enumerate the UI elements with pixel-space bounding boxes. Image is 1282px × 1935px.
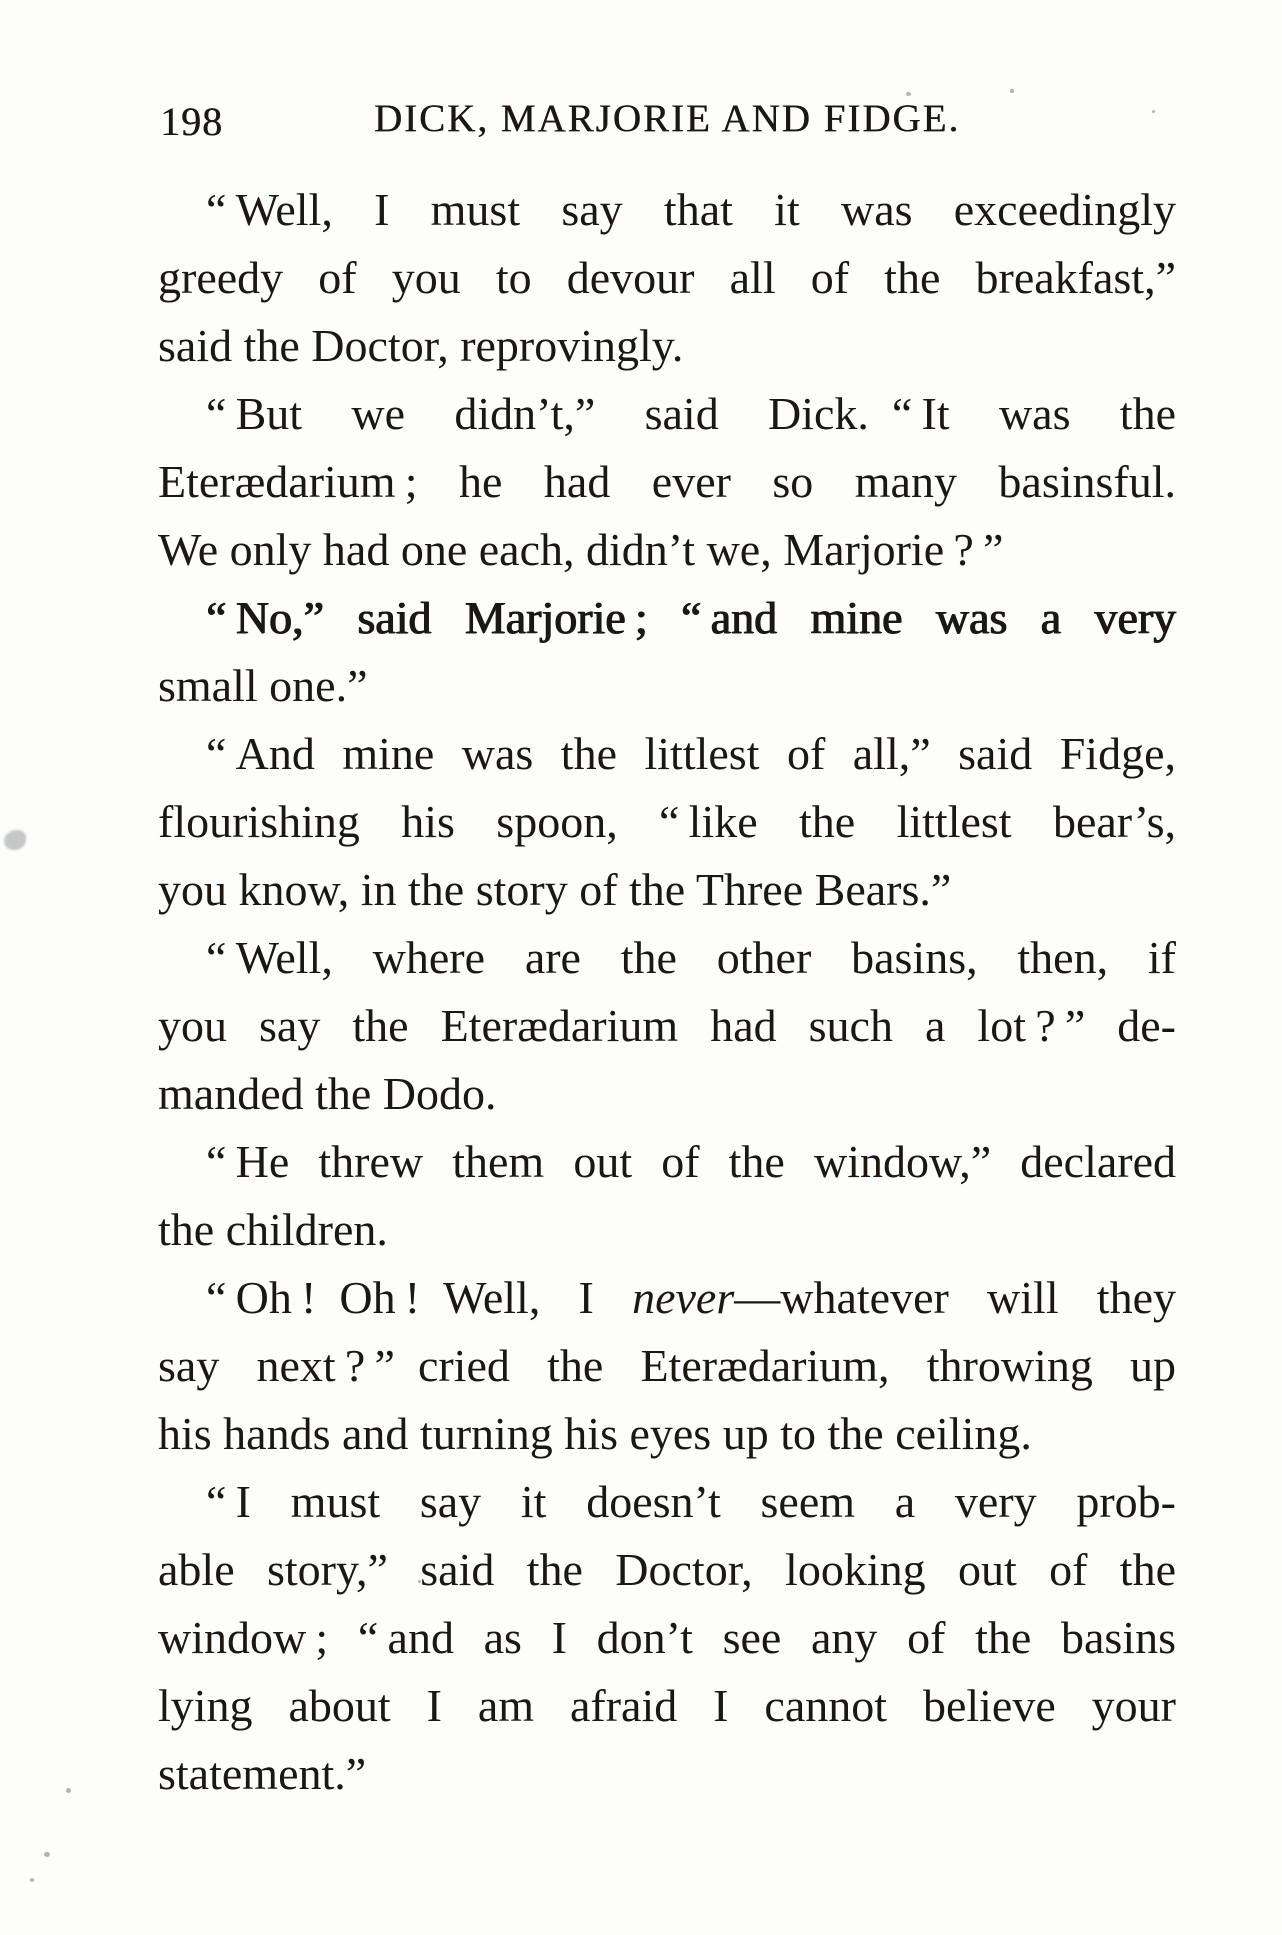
text-segment: the children. bbox=[158, 1204, 388, 1255]
italic-text: never bbox=[632, 1272, 735, 1323]
text-line bbox=[158, 1196, 1176, 1264]
text-line bbox=[158, 516, 1176, 584]
paragraph bbox=[158, 1468, 1176, 1808]
text-line bbox=[158, 584, 1176, 652]
text-line bbox=[158, 1672, 1176, 1740]
scan-speck bbox=[906, 92, 911, 96]
paragraph bbox=[158, 924, 1176, 1128]
text-line bbox=[158, 1060, 1176, 1128]
text-segment: Eterædarium ; he had ever so many basinsful. bbox=[158, 456, 1176, 507]
text-line bbox=[158, 788, 1176, 856]
text-line bbox=[158, 448, 1176, 516]
text-line bbox=[158, 1536, 1176, 1604]
text-line bbox=[158, 244, 1176, 312]
text-line bbox=[158, 176, 1176, 244]
text-segment: “ But we didn’t,” said Dick. “ It was the bbox=[206, 388, 1176, 439]
text-line bbox=[158, 380, 1176, 448]
text-line bbox=[158, 1740, 1176, 1808]
text-segment: able story,” said the Doctor, looking out of the bbox=[158, 1544, 1176, 1595]
paragraph bbox=[158, 1128, 1176, 1264]
scan-speck bbox=[44, 1852, 50, 1857]
text-line bbox=[158, 992, 1176, 1060]
paragraph bbox=[158, 720, 1176, 924]
text-line bbox=[158, 1264, 1176, 1332]
text-segment: you know, in the story of the Three Bears.” bbox=[158, 864, 952, 915]
text-segment: window ; “ and as I don’t see any of the basins bbox=[158, 1612, 1176, 1663]
paragraph bbox=[158, 1264, 1176, 1468]
text-segment: flourishing his spoon, “ like the littlest bear’s, bbox=[158, 796, 1176, 847]
scan-speck bbox=[418, 1580, 421, 1583]
scan-smudge bbox=[4, 830, 26, 850]
text-segment: “ He threw them out of the window,” declared bbox=[206, 1136, 1176, 1187]
text-line bbox=[158, 1468, 1176, 1536]
text-segment: statement.” bbox=[158, 1748, 367, 1799]
text-segment: his hands and turning his eyes up to the ceiling. bbox=[158, 1408, 1032, 1459]
running-head bbox=[158, 96, 1176, 146]
text-line bbox=[158, 1128, 1176, 1196]
text-line bbox=[158, 312, 1176, 380]
page-number: 198 bbox=[160, 99, 223, 144]
paragraph bbox=[158, 380, 1176, 584]
text-segment: We only had one each, didn’t we, Marjorie ? ” bbox=[158, 524, 1004, 575]
text-line bbox=[158, 924, 1176, 992]
text-segment: said the Doctor, reprovingly. bbox=[158, 320, 684, 371]
text-segment: small one.” bbox=[158, 660, 368, 711]
page-text bbox=[158, 176, 1176, 1808]
text-segment: lying about I am afraid I cannot believe your bbox=[158, 1680, 1176, 1731]
text-line bbox=[158, 1332, 1176, 1400]
scan-speck bbox=[30, 1878, 34, 1882]
text-segment: “ Oh ! Oh ! Well, I bbox=[206, 1272, 633, 1323]
text-segment: manded the Dodo. bbox=[158, 1068, 497, 1119]
text-segment: you say the Eterædarium had such a lot ? ” de- bbox=[158, 1000, 1176, 1051]
text-line bbox=[158, 720, 1176, 788]
scan-speck bbox=[66, 1788, 71, 1793]
scan-speck bbox=[1152, 110, 1155, 113]
text-line bbox=[158, 1400, 1176, 1468]
text-segment: “ Well, I must say that it was exceedingly bbox=[206, 184, 1176, 235]
scan-speck bbox=[1010, 89, 1014, 93]
text-line bbox=[158, 1604, 1176, 1672]
text-line bbox=[158, 856, 1176, 924]
text-segment: “ I must say it doesn’t seem a very prob- bbox=[206, 1476, 1176, 1527]
text-segment: say next ? ” cried the Eterædarium, throwing up bbox=[158, 1340, 1176, 1391]
paragraph bbox=[158, 584, 1176, 720]
text-segment: —whatever will they bbox=[734, 1272, 1177, 1323]
text-segment: “ No,” said Marjorie ; “ and mine was a very bbox=[206, 592, 1176, 643]
text-segment: greedy of you to devour all of the breakfast,” bbox=[158, 252, 1176, 303]
running-title: DICK, MARJORIE AND FIDGE. bbox=[373, 97, 961, 140]
text-segment: “ Well, where are the other basins, then, if bbox=[206, 932, 1176, 983]
text-segment: “ And mine was the littlest of all,” said Fidge, bbox=[206, 728, 1176, 779]
text-line bbox=[158, 652, 1176, 720]
paragraph bbox=[158, 176, 1176, 380]
